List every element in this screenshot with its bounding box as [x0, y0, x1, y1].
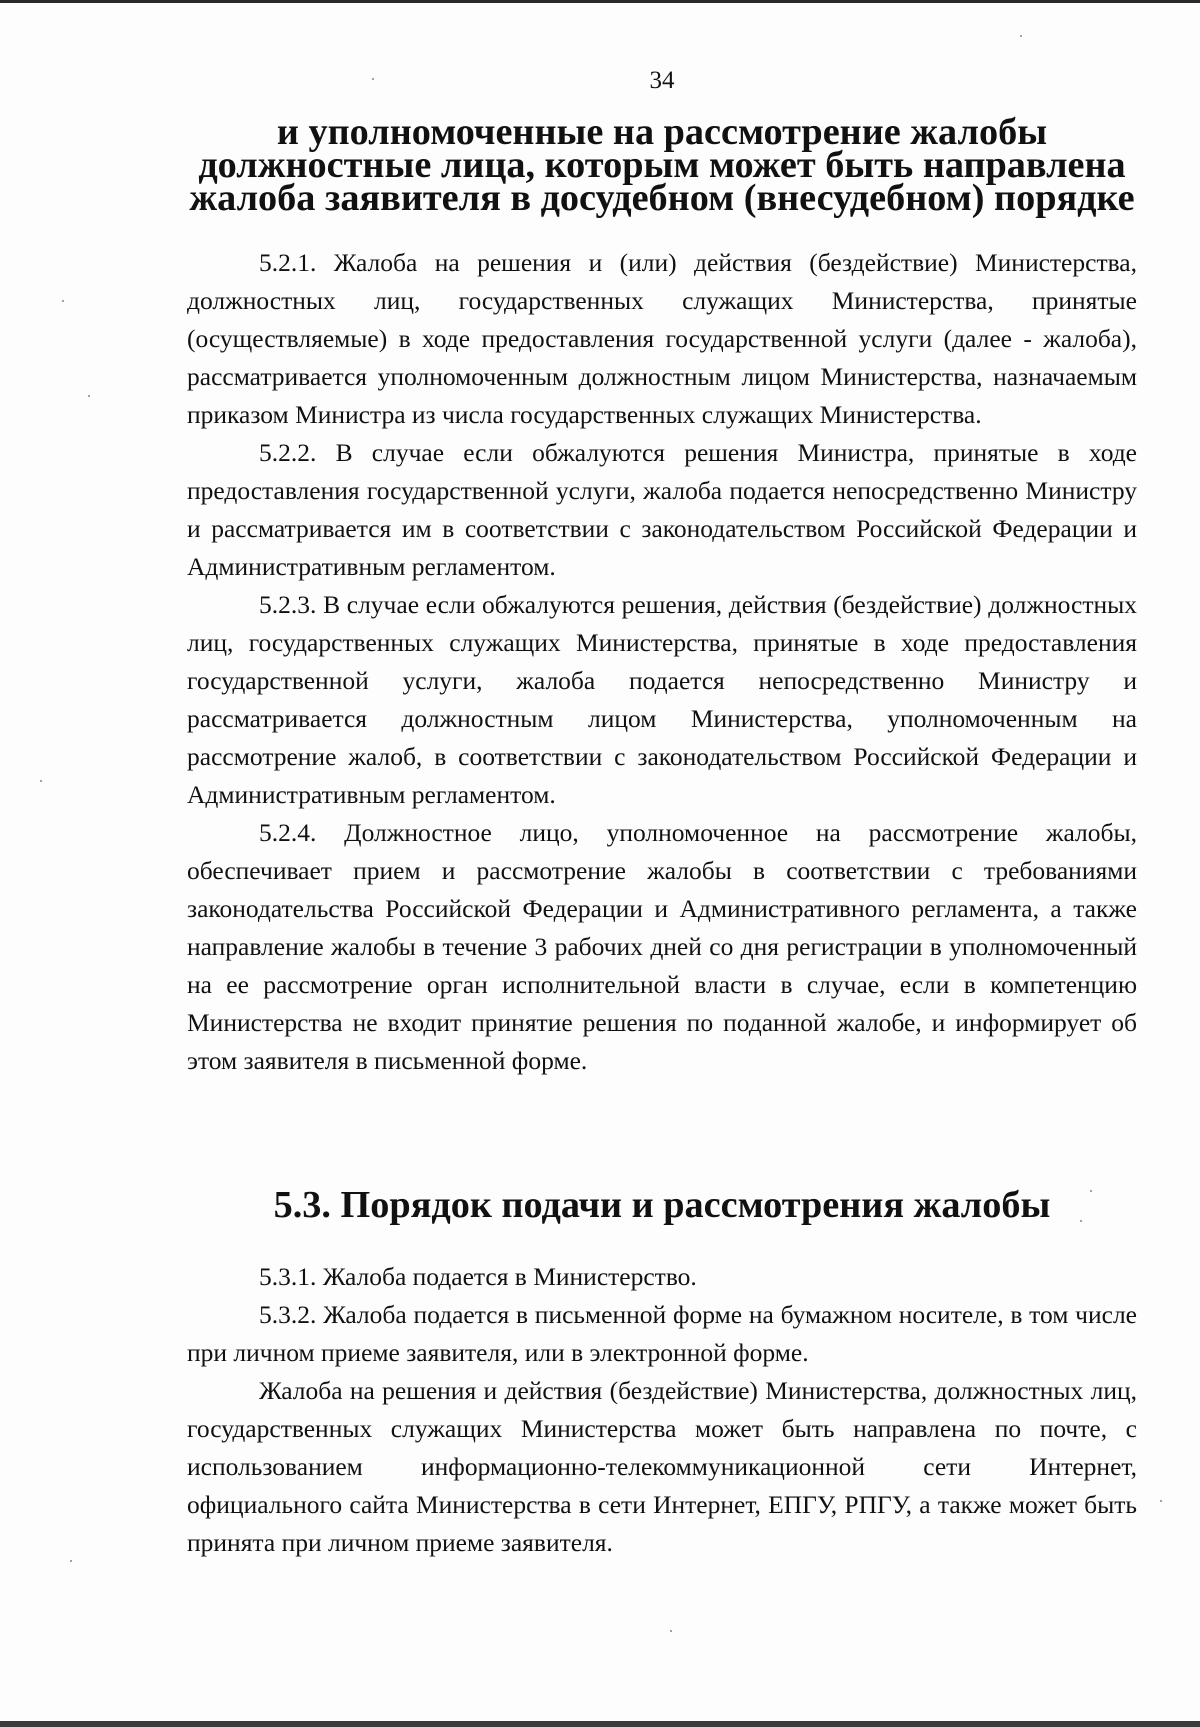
scan-speck — [88, 395, 90, 397]
paragraph-5-3-2: 5.3.2. Жалоба подается в письменной форме на бумажном носителе, в том числе при личном приеме заявителя, или в электронной форме. — [187, 1300, 1137, 1367]
page-number: 34 — [649, 67, 675, 94]
section-5-2-body — [187, 244, 1137, 1080]
scan-speck — [40, 780, 42, 782]
section-heading-5-2: и уполномоченные на рассмотрение жалобы должностные лица, которым может быть направлена жалоба заявителя в досудебном (внесудебном) порядке — [189, 111, 1135, 219]
scan-speck — [1160, 1500, 1162, 1502]
scan-speck — [372, 78, 374, 80]
scan-speck — [1020, 35, 1022, 37]
scan-speck — [670, 1630, 672, 1632]
paragraph-5-2-4: 5.2.4. Должностное лицо, уполномоченное на рассмотрение жалобы, обеспечивает прием и рассмотрение жалобы в соответствии с требованиями законодательства Российской Федерации и Административного регламента, а также направление жалобы в течение 3 рабочих дней со дня регистрации в уполномоченный на ее рассмотрение орган исполнительной власти в случае, если в компетенцию Министерства не входит принятие решения по поданной жалобе, и информирует об этом заявителя в письменной форме. — [187, 818, 1137, 1075]
scan-top-edge — [0, 0, 1200, 3]
paragraph-5-3-1: 5.3.1. Жалоба подается в Министерство. — [259, 1262, 697, 1291]
section-heading-5-3: 5.3. Порядок подачи и рассмотрения жалобы — [273, 1184, 1051, 1226]
scan-speck — [70, 1560, 72, 1562]
paragraph-5-2-2: 5.2.2. В случае если обжалуются решения Министра, принятые в ходе предоставления государственной услуги, жалоба подается непосредственно Министру и рассматривается им в соответствии с законодательством Российской Федерации и Административным регламентом. — [187, 438, 1137, 581]
paragraph-5-2-1: 5.2.1. Жалоба на решения и (или) действия (бездействие) Министерства, должностных лиц, государственных служащих Министерства, принятые (осуществляемые) в ходе предоставления государственной услуги (далее - жалоба), рассматривается уполномоченным должностным лицом Министерства, назначаемым приказом Министра из числа государственных служащих Министерства. — [187, 248, 1137, 429]
scan-bottom-edge — [0, 1721, 1200, 1727]
scan-speck — [1080, 1220, 1082, 1222]
scan-speck — [1090, 1190, 1092, 1192]
paragraph-5-2-3: 5.2.3. В случае если обжалуются решения, действия (бездействие) должностных лиц, государственных служащих Министерства, принятые в ходе предоставления государственной услуги, жалоба подается непосредственно Министру и рассматривается должностным лицом Министерства, уполномоченным на рассмотрение жалоб, в соответствии с законодательством Российской Федерации и Административным регламентом. — [187, 590, 1137, 809]
section-5-3-body — [187, 1258, 1137, 1562]
paragraph-5-3-3: Жалоба на решения и действия (бездействие) Министерства, должностных лиц, государственных служащих Министерства может быть направлена по почте, с использованием информационно-телекоммуникационной сети Интернет, официального сайта Министерства в сети Интернет, ЕПГУ, РПГУ, а также может быть принята при личном приеме заявителя. — [187, 1376, 1137, 1557]
scan-speck — [62, 300, 64, 302]
